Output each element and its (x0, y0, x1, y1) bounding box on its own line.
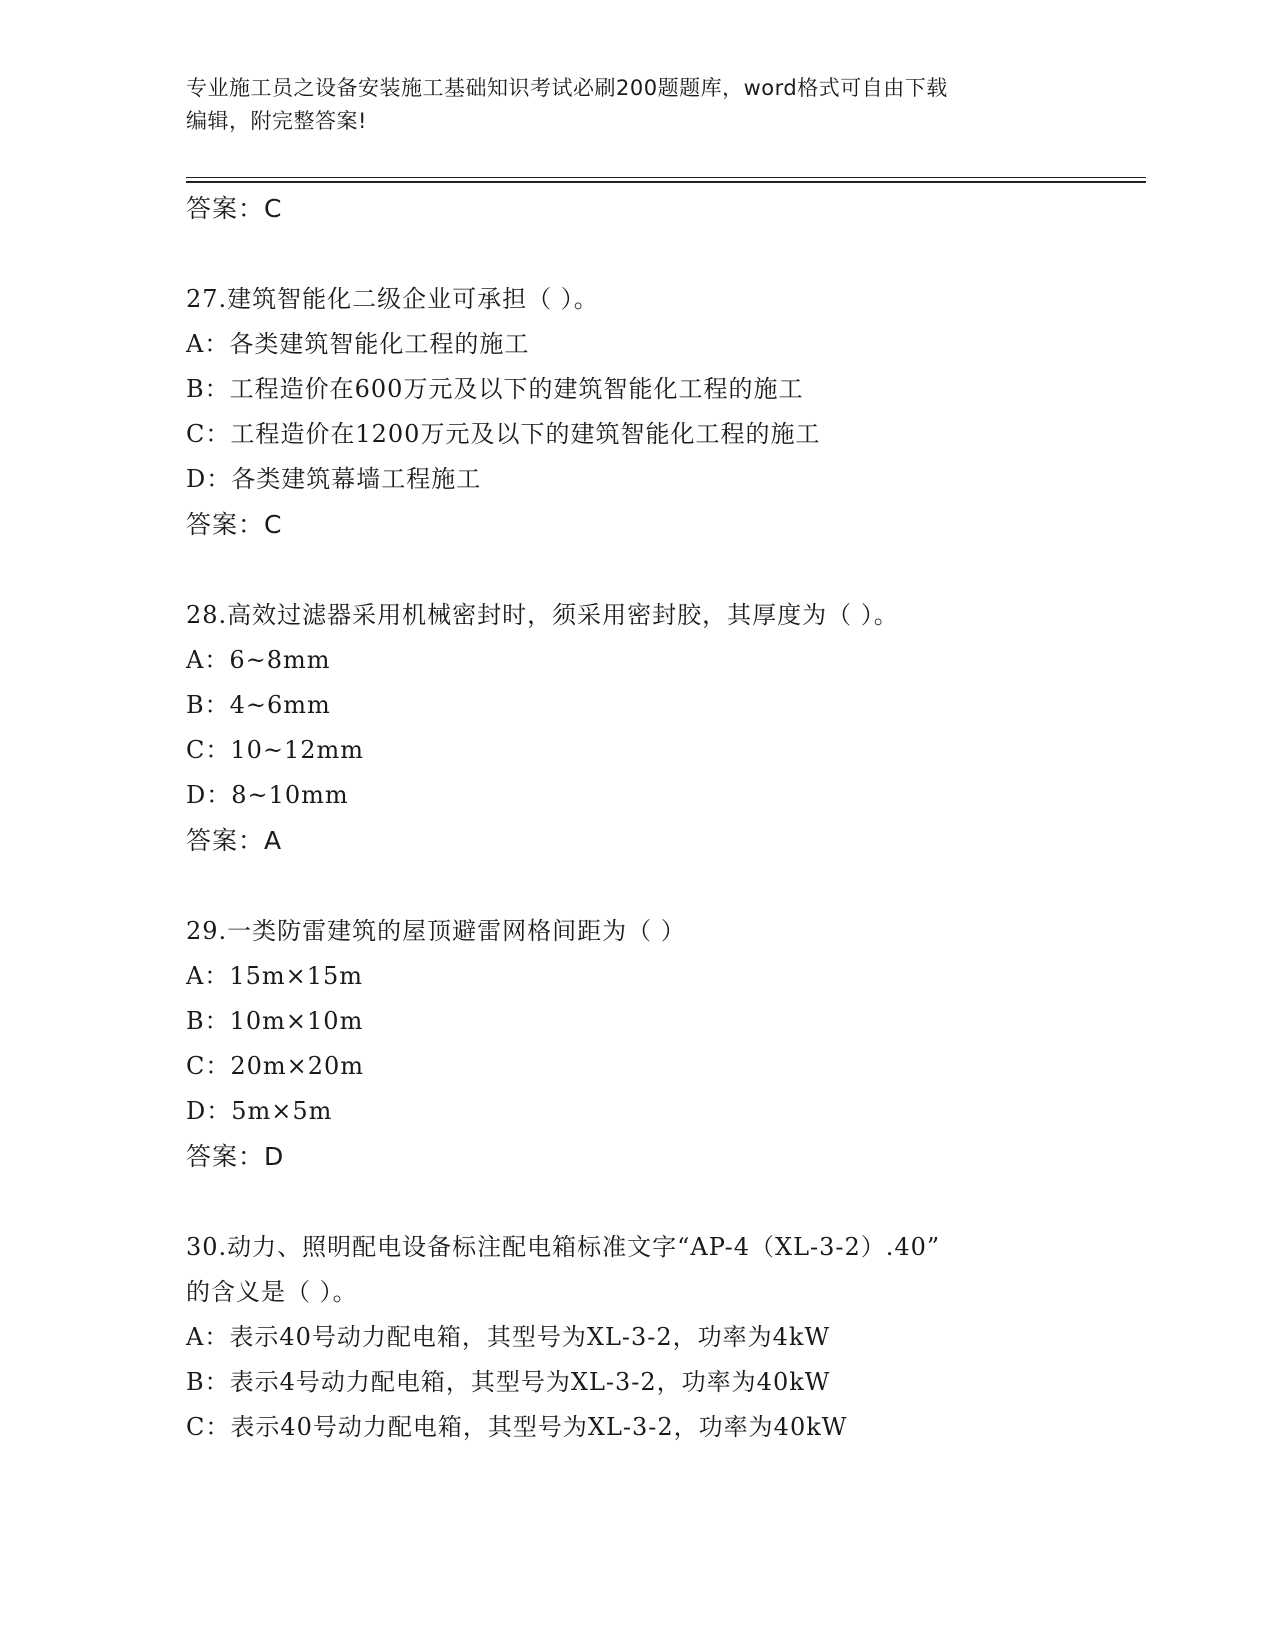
question-list (186, 186, 1126, 1450)
option-c: C：表示40号动力配电箱，其型号为XL-3-2，功率为40kW (186, 1413, 848, 1441)
option-a: A：表示40号动力配电箱，其型号为XL-3-2，功率为4kW (186, 1323, 831, 1351)
spacer (186, 1179, 1126, 1225)
option-b: B：10m×10m (186, 1007, 364, 1035)
option-b: B：工程造价在600万元及以下的建筑智能化工程的施工 (186, 375, 804, 403)
option-c: C：工程造价在1200万元及以下的建筑智能化工程的施工 (186, 420, 821, 448)
option-d: D：5m×5m (186, 1097, 333, 1125)
spacer (186, 231, 1126, 277)
answer-line: 答案：D (186, 1142, 285, 1171)
option-b: B：表示4号动力配电箱，其型号为XL-3-2，功率为40kW (186, 1368, 831, 1396)
header-rule-thin (186, 177, 1146, 178)
header-rule-thick (186, 181, 1146, 183)
option-a: A：15m×15m (186, 962, 364, 990)
question-30 (186, 1225, 1126, 1450)
option-c: C：20m×20m (186, 1052, 365, 1080)
option-d: D：8~10mm (186, 781, 349, 809)
header-line-2: 编辑，附完整答案! (186, 109, 367, 133)
question-stem: 30.动力、照明配电设备标注配电箱标准文字“AP-4（XL-3-2）.40” (186, 1233, 941, 1261)
spacer (186, 547, 1126, 593)
answer-line: 答案：A (186, 826, 283, 855)
option-a: A：6~8mm (186, 646, 331, 674)
previous-answer: 答案：C (186, 194, 283, 223)
option-a: A：各类建筑智能化工程的施工 (186, 330, 530, 358)
question-stem: 29.一类防雷建筑的屋顶避雷网格间距为（ ） (186, 917, 686, 945)
question-29 (186, 909, 1126, 1179)
question-stem-continued: 的含义是（ ）。 (186, 1278, 358, 1306)
question-28 (186, 593, 1126, 863)
spacer (186, 863, 1126, 909)
document-header (186, 72, 1066, 138)
answer-line: 答案：C (186, 510, 283, 539)
option-d: D：各类建筑幕墙工程施工 (186, 465, 482, 493)
question-stem: 28.高效过滤器采用机械密封时，须采用密封胶，其厚度为（ ）。 (186, 601, 899, 629)
option-c: C：10~12mm (186, 736, 365, 764)
header-line-1: 专业施工员之设备安装施工基础知识考试必刷200题题库，word格式可自由下载 (186, 76, 948, 100)
option-b: B：4~6mm (186, 691, 331, 719)
question-stem: 27.建筑智能化二级企业可承担（ ）。 (186, 285, 599, 313)
question-27 (186, 277, 1126, 547)
